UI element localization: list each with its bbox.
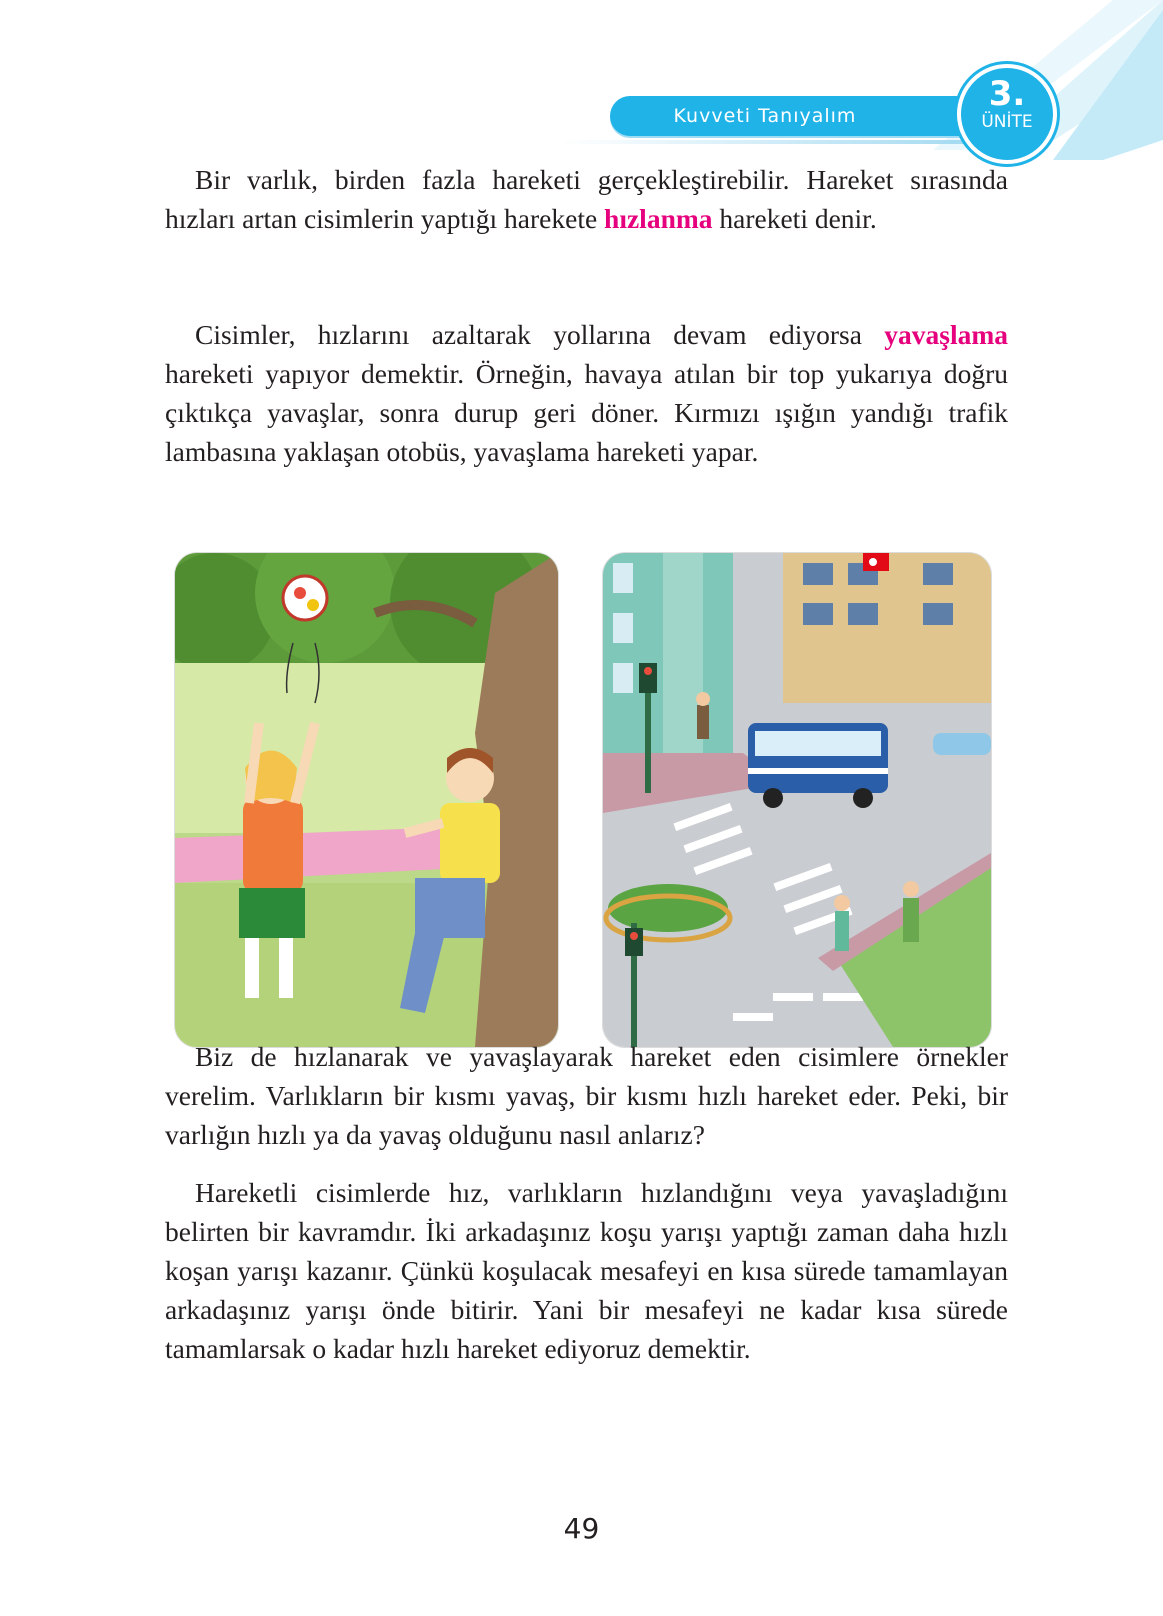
paragraph-text: hareketi denir. [712,203,877,234]
paragraph-speed: Hareketli cisimlerde hız, varlıkların hızlandığını veya yavaşladığını belirten bir kavramdır. İki arkadaşınız koşu yarışı yaptığı zaman daha hızlı koşan yarışı kazanır. Çünkü koşulacak mesafeyi en kısa sürede tamamlayan arkadaşınız yarışı önde bitirir. Yani bir mesafeyi ne kadar kısa sürede tamamlarsak o kadar hızlı hareket ediyoruz demektir. [165,1177,1008,1364]
paragraph-text: Bir varlık, birden fazla hareketi gerçekleştirebilir. Hareket sırasında hızları artan cisimlerin yaptığı harekete [165,164,1008,234]
header-underline [560,140,1000,144]
paragraph-text: hareketi yapıyor demektir. Örneğin, havaya atılan bir top yukarıya doğru çıktıkça yavaşlar, sonra durup geri döner. Kırmızı ışığın yandığı trafik lambasına yaklaşan otobüs, yavaşlama hareketi yapar. [165,358,1008,467]
unit-number: 3. [988,74,1026,114]
keyword-yavaslama: yavaşlama [884,319,1008,350]
illustration-ball-throw [175,553,558,1047]
illustration-bus-traffic [603,553,991,1047]
paragraph-deceleration [165,315,1008,471]
paragraph-examples: Biz de hızlanarak ve yavaşlayarak hareket eden cisimlere örnekler verelim. Varlıkların bir kısmı yavaş, bir kısmı hızlı hareket eder. Peki, bir varlığın hızlı ya da yavaş olduğunu nasıl anlarız? [165,1041,1008,1150]
unit-badge [957,64,1057,164]
keyword-hizlanma: hızlanma [604,203,713,234]
unit-label: ÜNİTE [981,112,1033,132]
chapter-title: Kuvveti Tanıyalım [673,105,857,127]
page-number: 49 [563,1512,600,1545]
paragraph-acceleration [165,160,1008,238]
paragraph-text: Cisimler, hızlarını azaltarak yollarına devam ediyorsa [195,319,885,350]
